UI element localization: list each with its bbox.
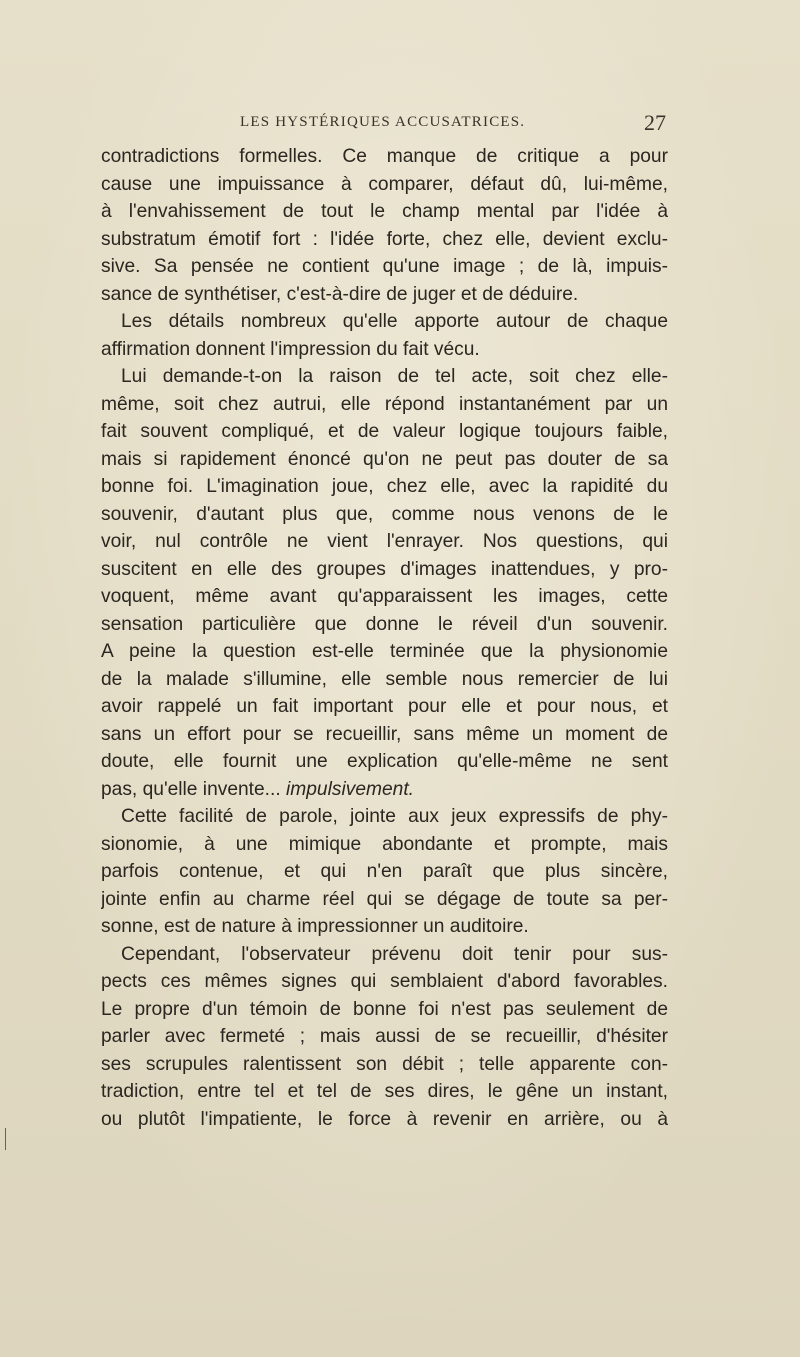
text-line: A peine la question est-elle terminée que la physionomie (101, 641, 668, 662)
text-line: Cette facilité de parole, jointe aux jeux expressifs de phy- (121, 806, 668, 827)
text-line: voquent, même avant qu'apparaissent les images, cette (101, 586, 668, 607)
text-line: souvenir, d'autant plus que, comme nous venons de le (101, 503, 668, 525)
text-line: pects ces mêmes signes qui semblaient d'abord favorables. (101, 971, 668, 992)
text-line: parfois contenue, et qui n'en paraît que plus sincère, (101, 861, 668, 882)
page-number: 27 (644, 110, 666, 135)
text-line: sive. Sa pensée ne contient qu'une image ; de là, impuis- (101, 256, 668, 277)
text-line: doute, elle fournit une explication qu'elle-même ne sent (101, 751, 668, 772)
text-line: Cependant, l'observateur prévenu doit tenir pour sus- (121, 943, 668, 965)
running-header (100, 110, 666, 136)
text-line: ses scrupules ralentissent son débit ; telle apparente con- (101, 1053, 668, 1075)
text-line: ou plutôt l'impatiente, le force à revenir en arrière, ou à (101, 1108, 668, 1130)
text-line: sensation particulière que donne le réveil d'un souvenir. (101, 613, 668, 635)
margin-mark (5, 1128, 6, 1150)
text-line-start: pas, qu'elle invente... (101, 778, 281, 800)
text-line: sans un effort pour se recueillir, sans même un moment de (101, 723, 668, 745)
text-line: jointe enfin au charme réel qui se dégage de toute sa per- (101, 888, 668, 910)
text-line: à l'envahissement de tout le champ mental par l'idée à (101, 201, 668, 222)
text-line: Les détails nombreux qu'elle apporte autour de chaque (121, 311, 668, 332)
text-line: Le propre d'un témoin de bonne foi n'est pas seulement de (101, 998, 668, 1020)
text-line: tradiction, entre tel et tel de ses dires, le gêne un instant, (101, 1081, 668, 1102)
text-line: de la malade s'illumine, elle semble nous remercier de lui (101, 668, 668, 690)
text-line: Lui demande-t-on la raison de tel acte, soit chez elle- (121, 366, 668, 387)
text-line: cause une impuissance à comparer, défaut dû, lui-même, (101, 173, 668, 195)
text-line: sonne, est de nature à impressionner un auditoire. (101, 916, 529, 937)
text-line: même, soit chez autrui, elle répond instantanément par un (101, 393, 668, 415)
text-line: fait souvent compliqué, et de valeur logique toujours faible, (101, 421, 668, 442)
text-line: bonne foi. L'imagination joue, chez elle, avec la rapidité du (101, 476, 668, 497)
text-line: voir, nul contrôle ne vient l'enrayer. Nos questions, qui (101, 531, 668, 552)
italic-word: impulsivement. (286, 778, 414, 800)
text-line: sionomie, à une mimique abondante et prompte, mais (101, 833, 668, 855)
text-line: sance de synthétiser, c'est-à-dire de juger et de déduire. (101, 283, 579, 305)
text-line: contradictions formelles. Ce manque de critique a pour (101, 146, 668, 167)
text-line: substratum émotif fort : l'idée forte, chez elle, devient exclu- (101, 228, 668, 250)
text-line: suscitent en elle des groupes d'images inattendues, y pro- (101, 558, 668, 580)
text-line: mais si rapidement énoncé qu'on ne peut pas douter de sa (101, 448, 668, 470)
body-text (101, 143, 668, 1133)
text-line-with-italic (101, 776, 668, 804)
text-line: affirmation donnent l'impression du fait vécu. (101, 338, 480, 360)
running-title: LES HYSTÉRIQUES ACCUSATRICES. (240, 114, 526, 130)
text-line: avoir rappelé un fait important pour elle et pour nous, et (101, 696, 668, 717)
text-line: parler avec fermeté ; mais aussi de se recueillir, d'hésiter (101, 1026, 668, 1047)
